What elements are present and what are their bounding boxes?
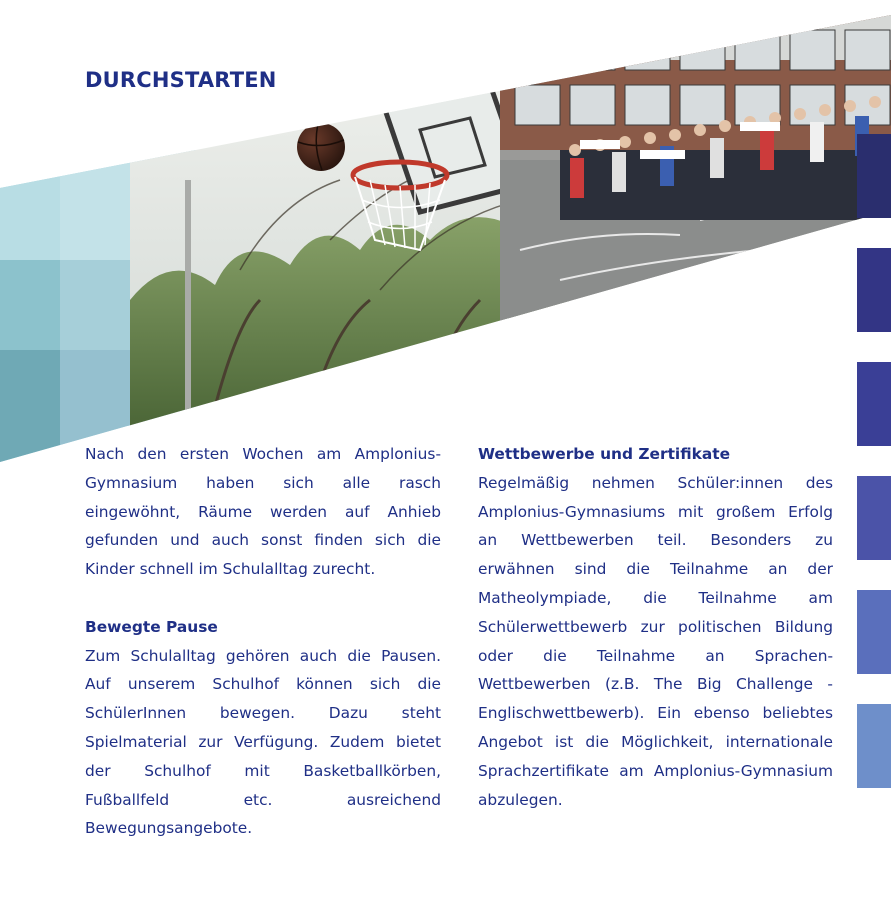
side-tab [857, 476, 891, 560]
right-column [478, 440, 833, 814]
side-tab [857, 248, 891, 332]
page-title: DURCHSTARTEN [85, 68, 277, 92]
students-group-photo [500, 0, 891, 470]
bewegte-pause-paragraph: Zum Schulalltag gehören auch die Pausen. Auf unserem Schulhof können sich die SchülerInnen bewegen. Dazu steht Spielmaterial zur Verfügung. Zudem bietet der Schulhof mit Basketballkörben, Fußballfeld etc. ausreichend Bewegungsangebote. [85, 646, 441, 838]
side-tab [857, 362, 891, 446]
left-column [85, 440, 441, 843]
side-tab [857, 134, 891, 218]
section-heading-wettbewerbe: Wettbewerbe und Zertifikate [478, 445, 731, 463]
side-tab [857, 590, 891, 674]
wettbewerbe-paragraph: Regelmäßig nehmen Schüler:innen des Amplonius-Gymnasiums mit großem Erfolg an Wettbewerben teil. Besonders zu erwähnen sind die Teilnahme an der Matheolympiade, die Teilnahme am Schülerwettbewerb zur politischen Bildung oder die Teilnahme an Sprachen-Wettbewerben (z.B. The Big Challenge - Englischwettbewerb). Ein ebenso beliebtes Angebot ist die Möglichkeit, internationale Sprachzertifikate am Amplonius-Gymnasium abzulegen. [478, 473, 833, 809]
side-tab [857, 704, 891, 788]
intro-paragraph: Nach den ersten Wochen am Amplonius-Gymnasium haben sich alle rasch eingewöhnt, Räume werden auf Anhieb gefunden und auch sonst finden sich die Kinder schnell im Schulalltag zurecht. [85, 445, 441, 579]
section-heading-bewegte-pause: Bewegte Pause [85, 617, 218, 636]
